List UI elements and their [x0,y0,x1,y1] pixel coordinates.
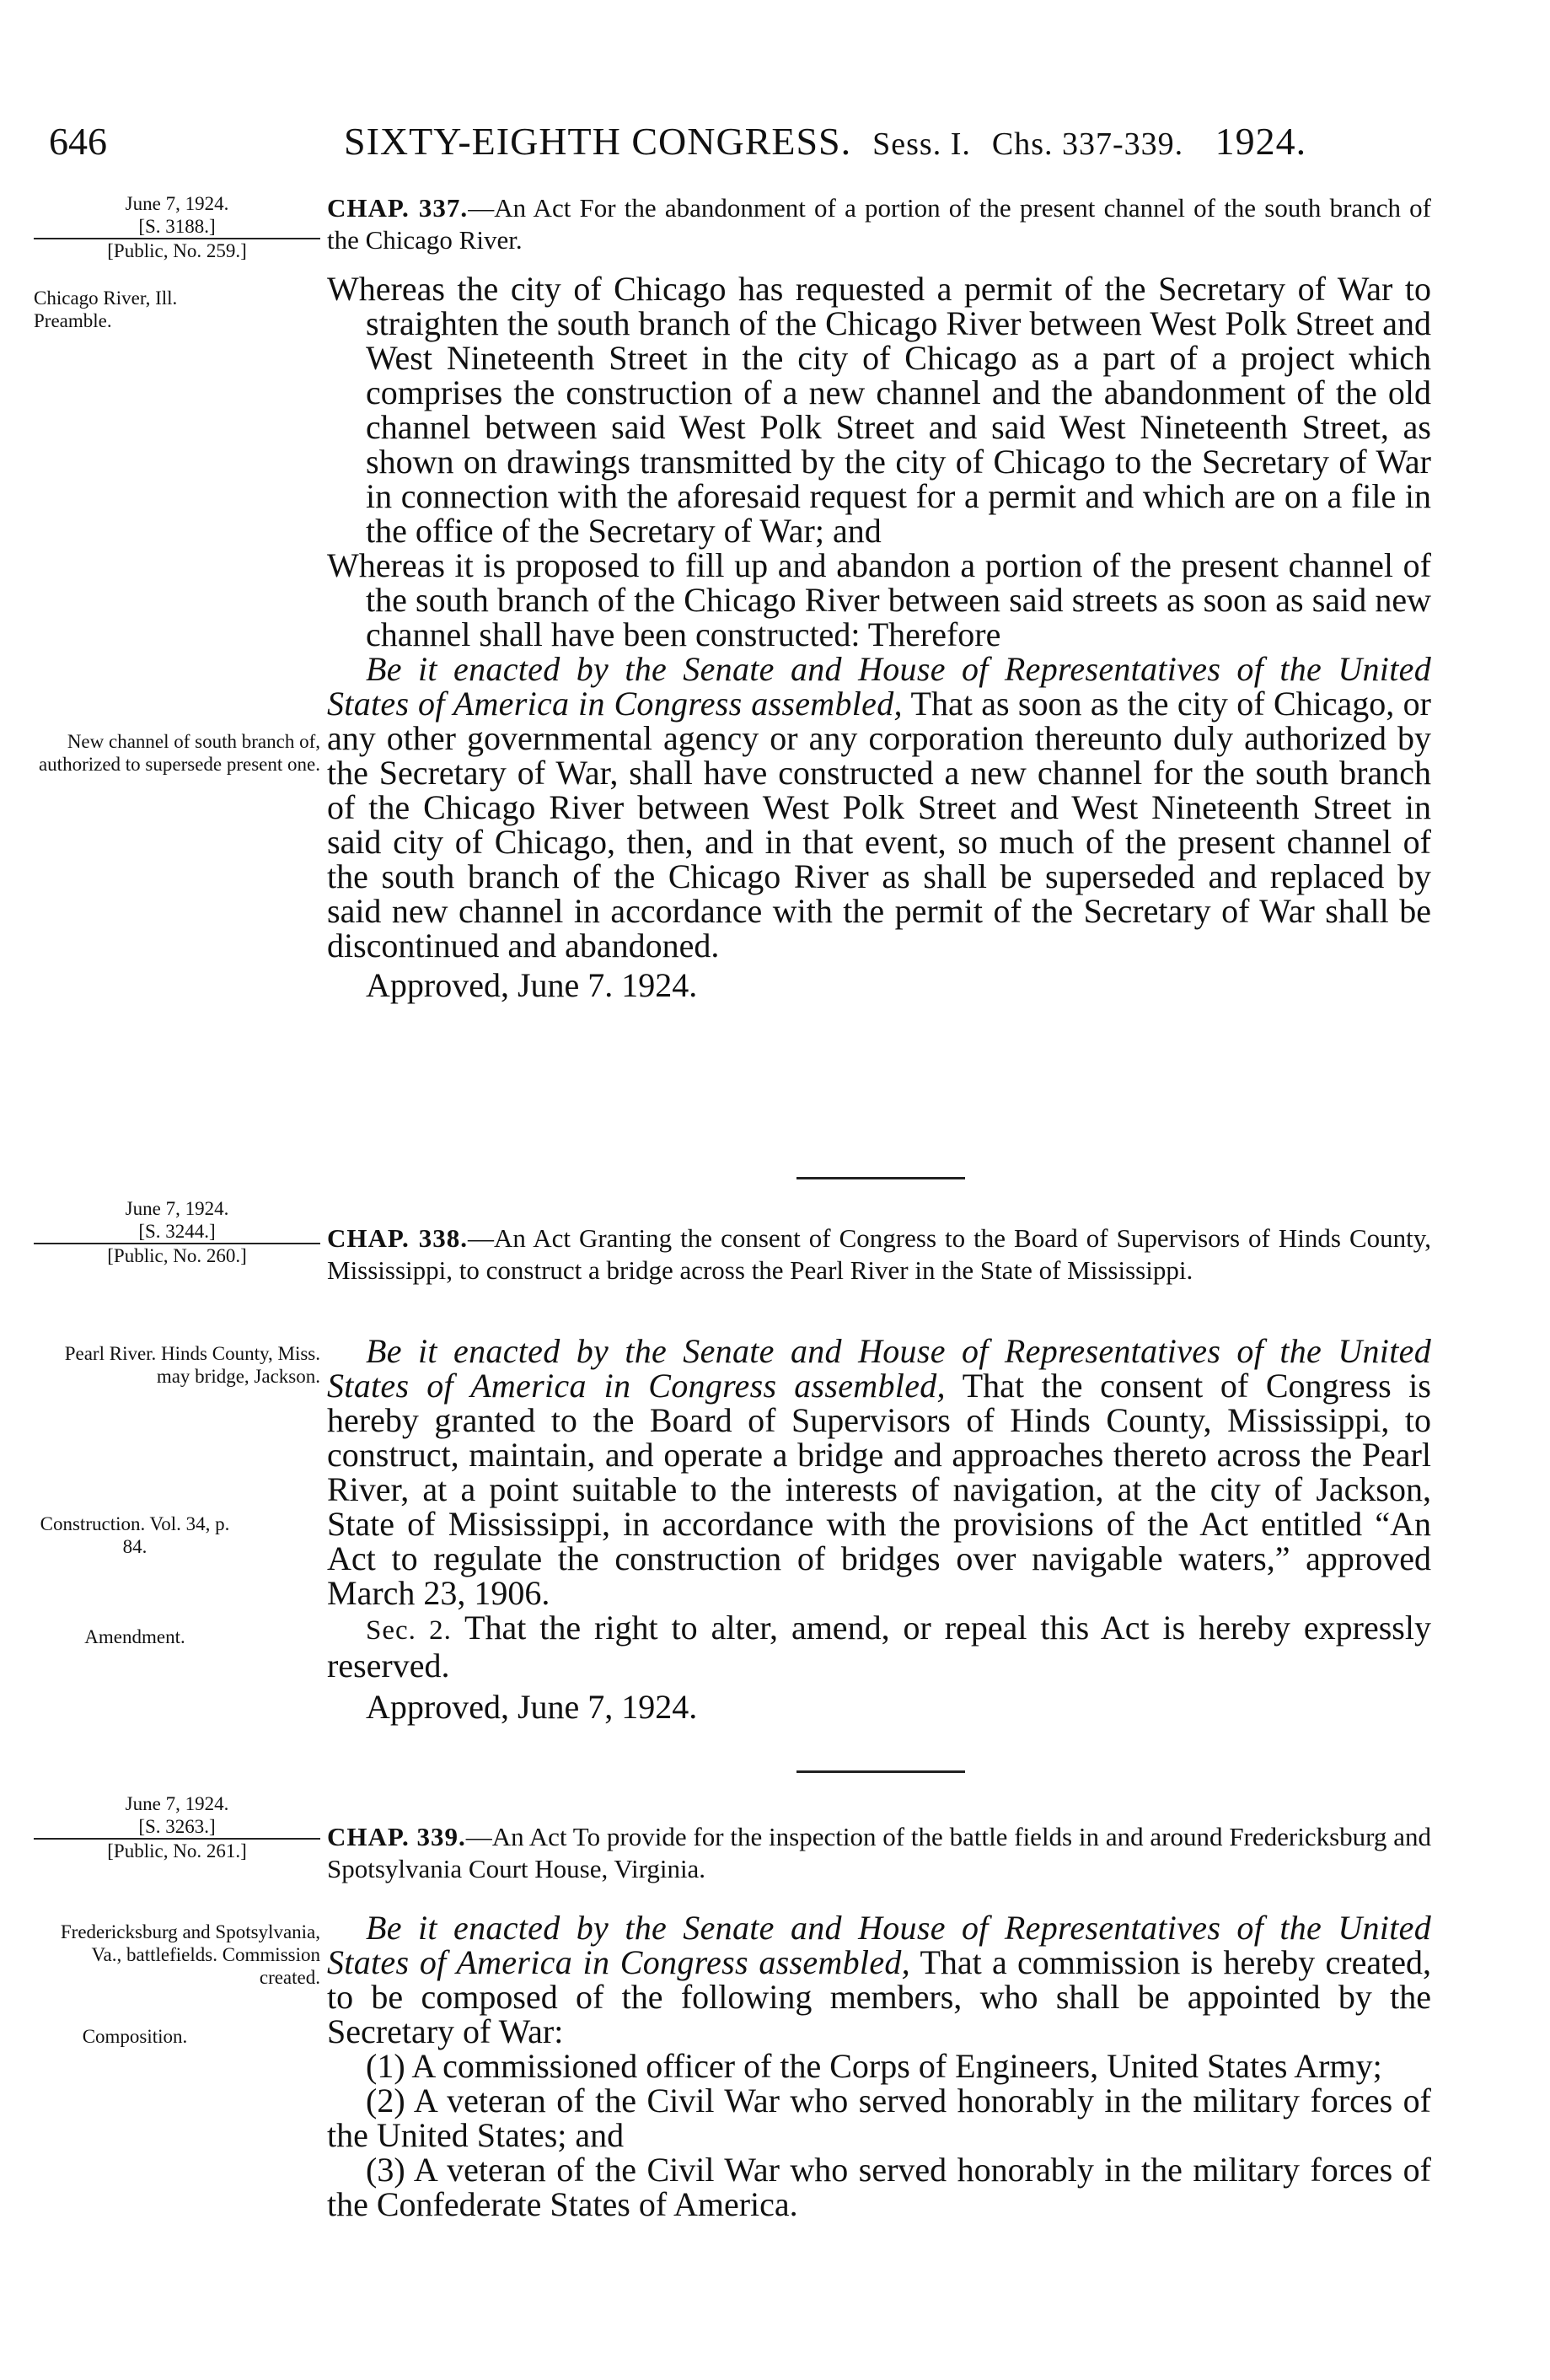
list-item: (2) A veteran of the Civil War who served honorably in the military forces of the United States; and [327,2082,1431,2154]
enacting-clause [327,652,1431,963]
header-chapters: Chs. 337-339. [991,126,1184,162]
margin-date-block-339 [34,1792,320,1862]
chapter-number: CHAP. 339. [327,1822,466,1851]
whereas-clause-2: Whereas it is proposed to fill up and abandon a portion of the present channel of the south branch of the Chicago River between said streets as soon as said new channel shall have been constructed: Therefore [327,546,1431,653]
list-item: (1) A commissioned officer of the Corps of Engineers, United States Army; [366,2047,1382,2085]
margin-note-new-channel: New channel of south branch of, authorized to supersede present one. [38,731,320,775]
chapter-number: CHAP. 337. [327,193,469,223]
header-year: 1924. [1215,120,1307,163]
header-session: Sess. I. [872,126,971,162]
enacting-formula: Be it enacted by the Senate and House of Representatives of the United States of America in Congress assembled, [327,650,1431,723]
approved-line: Approved, June 7, 1924. [366,1688,698,1726]
chapter-heading-339 [327,1821,1431,1885]
chapter-heading-337 [327,192,1431,256]
margin-date: June 7, 1924. [125,1198,229,1219]
header-title [344,116,1306,169]
margin-public-law: [Public, No. 261.] [34,1838,320,1862]
margin-note-pearl-river: Pearl River. Hinds County, Miss. may bridge, Jackson. [64,1343,320,1387]
margin-note-fredericksburg: Fredericksburg and Spotsylvania, Va., battlefields. Commission created. [60,1921,320,1988]
whereas-clause-1: Whereas the city of Chicago has requested a permit of the Secretary of War to straighten the south branch of the Chicago River between West Polk Street and West Nineteenth Street in the city of Chicago as a part of a project which comprises the construction of a new channel and the abandonment of the old channel between said West Polk Street and said West Nineteenth Street, as shown on drawings transmitted by the city of Chicago to the Secretary of War in connection with the aforesaid request for a permit and which are on a file in the office of the Secretary of War; and [327,270,1431,550]
section-2-label: Sec. 2. [366,1615,452,1646]
section-divider [796,1177,965,1179]
chapter-body-339 [327,1910,1431,2222]
margin-date-block-338 [34,1197,320,1267]
chapter-body-337 [327,271,1431,1002]
chapter-title: —An Act For the abandonment of a portion of the present channel of the south branch of the Chicago River. [327,193,1431,255]
margin-date-block-337 [34,192,320,262]
enacting-text: That a commission is hereby created, to be composed of the following members, who shall be appointed by the Secretary of War: [327,1943,1431,2050]
margin-public-law: [Public, No. 260.] [34,1243,320,1267]
margin-note-preamble: Chicago River, Ill. Preamble. [34,287,178,331]
running-header [49,116,1431,167]
margin-bill: [S. 3244.] [138,1221,216,1242]
enacting-formula: Be it enacted by the Senate and House of Representatives of the United States of America in Congress assembled, [327,1909,1431,1981]
margin-note-construction: Construction. Vol. 34, p. 84. [40,1513,230,1557]
section-divider [796,1770,965,1773]
margin-note-composition: Composition. [82,2026,188,2047]
enacting-clause [327,1910,1431,2049]
chapter-title: —An Act Granting the consent of Congress to the Board of Supervisors of Hinds County, Mississippi, to construct a bridge across the Pearl River in the State of Mississippi. [327,1223,1431,1285]
header-congress: SIXTY-EIGHTH CONGRESS. [344,120,852,163]
chapter-heading-338 [327,1222,1431,1287]
margin-note-amendment: Amendment. [84,1626,185,1647]
page-number: 646 [49,120,107,163]
enacting-clause [327,1334,1431,1610]
chapter-number: CHAP. 338. [327,1223,468,1253]
chapter-title: —An Act To provide for the inspection of the battle fields in and around Fredericksburg and Spotsylvania Court House, Virginia. [327,1822,1431,1883]
margin-bill: [S. 3263.] [138,1816,216,1837]
enacting-text: That the consent of Congress is hereby granted to the Board of Supervisors of Hinds County, Mississippi, to construct, maintain, and operate a bridge and approaches thereto across the Pearl River, at a point suitable to the interests of navigation, at the city of Jackson, State of Mississippi, in accordance with the provisions of the Act entitled “An Act to regulate the construction of bridges over navigable waters,” approved March 23, 1906. [327,1367,1431,1612]
margin-date: June 7, 1924. [125,193,229,214]
margin-public-law: [Public, No. 259.] [34,238,320,262]
enacting-text: That as soon as the city of Chicago, or any other governmental agency or any corporation thereunto duly authorized by the Secretary of War, shall have constructed a new channel for the south branch of the Chicago River between West Polk Street and West Nineteenth Street in said city of Chicago, then, and in that event, so much of the present channel of the south branch of the Chicago River as shall be superseded and replaced by said new channel in accordance with the permit of the Secretary of War shall be discontinued and abandoned. [327,685,1431,964]
section-2-text: That the right to alter, amend, or repeal this Act is hereby expressly reserved. [327,1609,1431,1684]
chapter-body-338 [327,1334,1431,1724]
margin-date: June 7, 1924. [125,1793,229,1814]
margin-bill: [S. 3188.] [138,216,216,237]
section-2 [327,1610,1431,1683]
enacting-formula: Be it enacted by the Senate and House of Representatives of the United States of America in Congress assembled, [327,1332,1431,1405]
approved-line: Approved, June 7. 1924. [366,966,698,1004]
list-item: (3) A veteran of the Civil War who served honorably in the military forces of the Confederate States of America. [327,2151,1431,2223]
